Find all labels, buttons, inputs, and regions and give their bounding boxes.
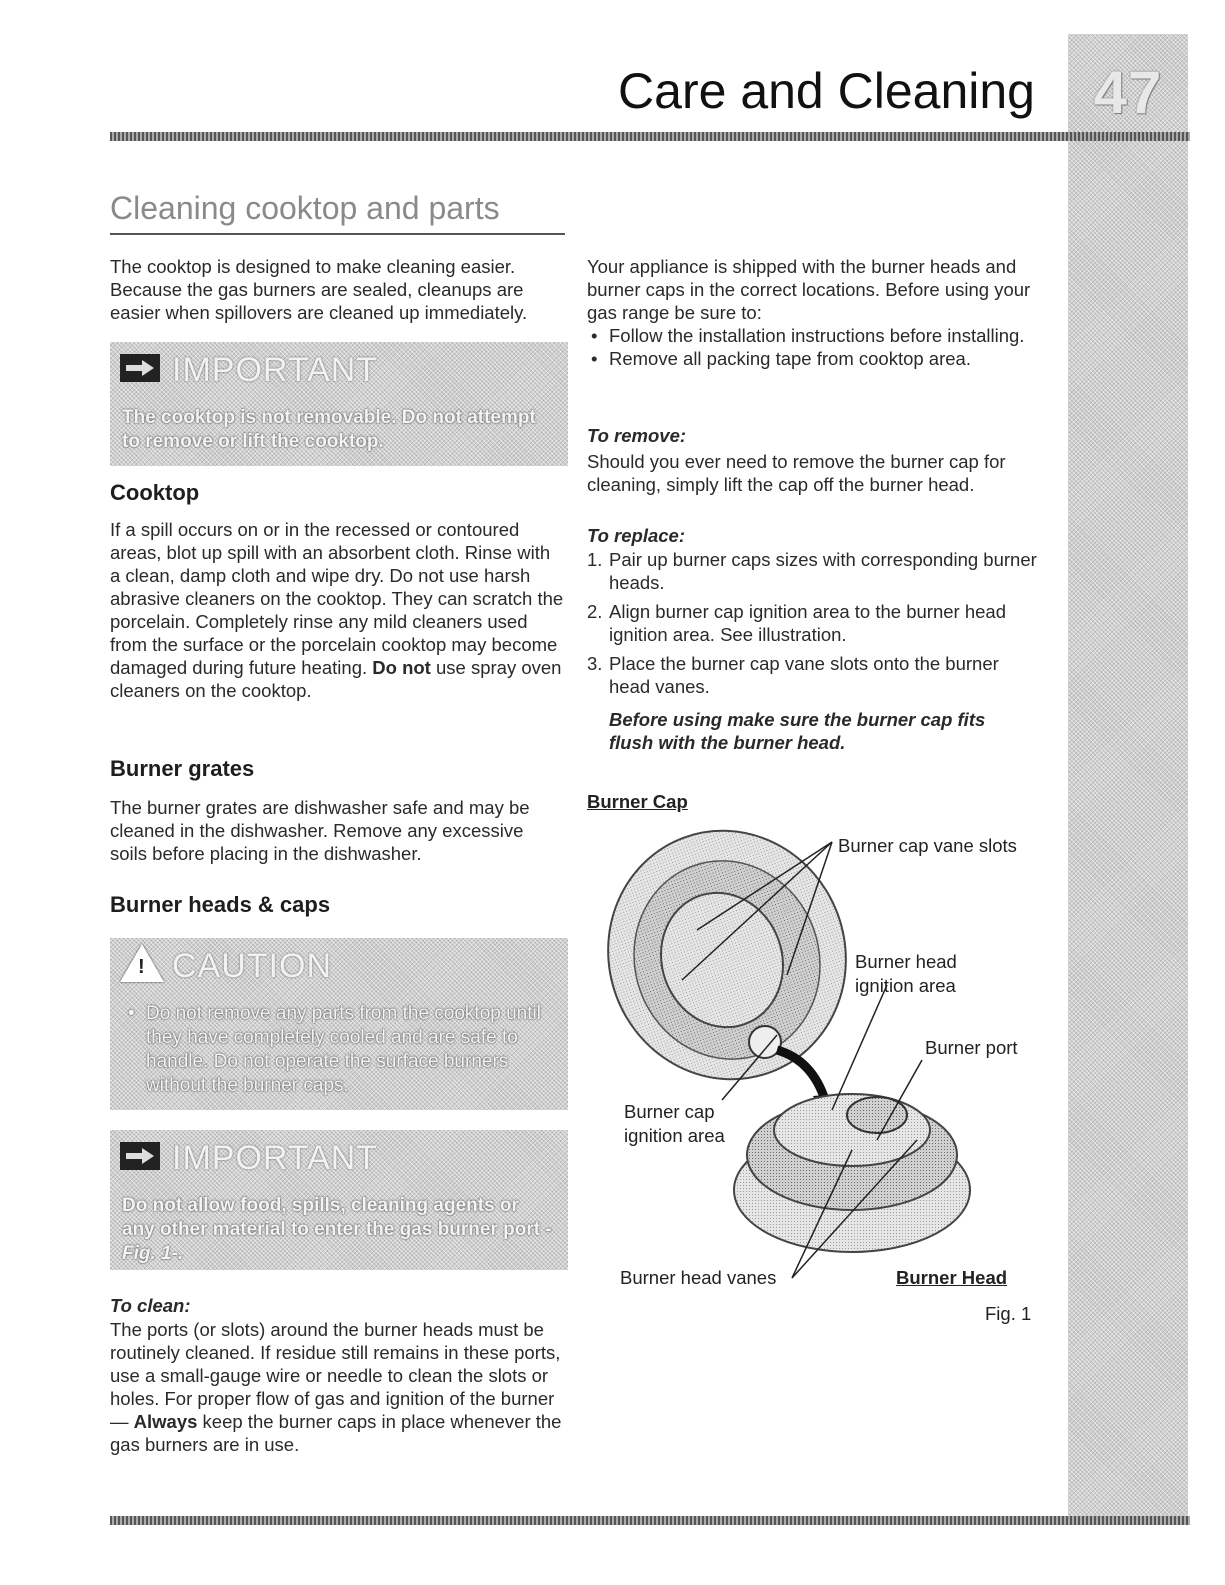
important-box-1 — [110, 342, 568, 466]
right-intro: Your appliance is shipped with the burner heads and burner caps in the correct locations. Before using your gas range be sure to: — [587, 256, 1031, 323]
to-remove-heading: To remove: — [587, 425, 687, 446]
figure-label: Fig. 1 — [985, 1303, 1032, 1324]
important-label: IMPORTANT — [172, 351, 379, 389]
section-title-underline — [110, 233, 565, 235]
grates-heading: Burner grates — [110, 756, 255, 781]
important-header-2 — [110, 1130, 568, 1180]
caution-box — [110, 938, 568, 1110]
step-item: 3. Place the burner cap vane slots onto the burner head vanes. — [587, 653, 999, 697]
burner-cap-title: Burner Cap — [587, 791, 688, 812]
label-head-ignition-2: ignition area — [855, 975, 956, 996]
caution-text: • Do not remove any parts from the cooktop until they have completely cooled and are safe to handle. Do not operate the surface burners without the burner caps. — [124, 1002, 556, 1098]
header-rule — [110, 132, 1190, 141]
to-clean-heading: To clean: — [110, 1295, 191, 1316]
important-header — [110, 342, 568, 392]
label-cap-ignition-1: Burner cap — [624, 1101, 715, 1122]
label-burner-port: Burner port — [925, 1037, 1018, 1058]
cooktop-heading: Cooktop — [110, 480, 200, 505]
cooktop-text: If a spill occurs on or in the recessed or contoured areas, blot up spill with an absorbent cloth. Rinse with a clean, damp cloth and wipe dry. Do not use harsh abrasive cleaners on the cooktop. They can scratch the porcelain. Completely rinse any mild cleaners used from the surface or the porcelain cooktop may become damaged during future heating. — [110, 519, 564, 678]
footer-rule — [110, 1516, 1190, 1525]
warning-triangle-icon: ! — [120, 944, 164, 982]
important-text-2: Do not allow food, spills, cleaning agents or any other material to enter the gas burner port -Fig. 1-. — [122, 1195, 552, 1264]
label-cap-ignition-2: ignition area — [624, 1125, 725, 1146]
cooktop-paragraph — [110, 518, 565, 702]
label-head-vanes: Burner head vanes — [620, 1267, 777, 1288]
cooktop-text-end: use spray oven cleaners on the cooktop. — [110, 657, 562, 701]
to-remove-paragraph: Should you ever need to remove the burner cap for cleaning, simply lift the cap off the burner head. — [587, 451, 1006, 495]
caution-label: CAUTION — [172, 947, 332, 985]
label-head-ignition-1: Burner head — [855, 951, 957, 972]
replace-note: Before using make sure the burner cap fits flush with the burner head. — [609, 709, 986, 753]
side-tab-bar — [1068, 34, 1188, 1524]
important-box-2 — [110, 1130, 568, 1270]
section-title: Cleaning cooktop and parts — [110, 190, 500, 226]
to-replace-heading: To replace: — [587, 525, 686, 546]
important-text: The cooktop is not removable. Do not attempt to remove or lift the cooktop. — [122, 407, 536, 452]
bullet-item: • Follow the installation instructions before installing. — [587, 324, 1037, 347]
heads-caps-heading: Burner heads & caps — [110, 892, 331, 917]
replace-steps — [587, 548, 1037, 704]
step-item: 2. Align burner cap ignition area to the burner head ignition area. See illustration. — [587, 601, 1006, 645]
prep-bullets — [587, 324, 1037, 370]
grates-paragraph: The burner grates are dishwasher safe and may be cleaned in the dishwasher. Remove any excessive soils before placing in the dishwasher. — [110, 797, 530, 864]
burner-head-title: Burner Head — [896, 1267, 1008, 1288]
arrow-right-icon — [120, 1142, 160, 1170]
label-vane-slots: Burner cap vane slots — [838, 835, 1017, 856]
important-label-2: IMPORTANT — [172, 1139, 379, 1177]
caution-header — [110, 938, 568, 988]
arrow-right-icon — [120, 354, 160, 382]
page-number: 47 — [1093, 59, 1163, 126]
bullet-item: • Remove all packing tape from cooktop area. — [587, 347, 1037, 370]
intro-paragraph: The cooktop is designed to make cleaning easier. Because the gas burners are sealed, cleanups are easier when spillovers are cleaned up immediately. — [110, 256, 528, 323]
cooktop-bold: Do not — [372, 657, 431, 678]
to-clean-paragraph: The ports (or slots) around the burner heads must be routinely cleaned. If residue still remains in these ports, use a small-gauge wire or needle to clean the slots or holes. For proper flow of gas and ignition of the burner— Always keep the burner caps in place whenever the gas burners are in use. — [110, 1319, 562, 1455]
page-header-title: Care and Cleaning — [618, 63, 1035, 119]
step-item: 1. Pair up burner caps sizes with corresponding burner heads. — [587, 549, 1037, 593]
